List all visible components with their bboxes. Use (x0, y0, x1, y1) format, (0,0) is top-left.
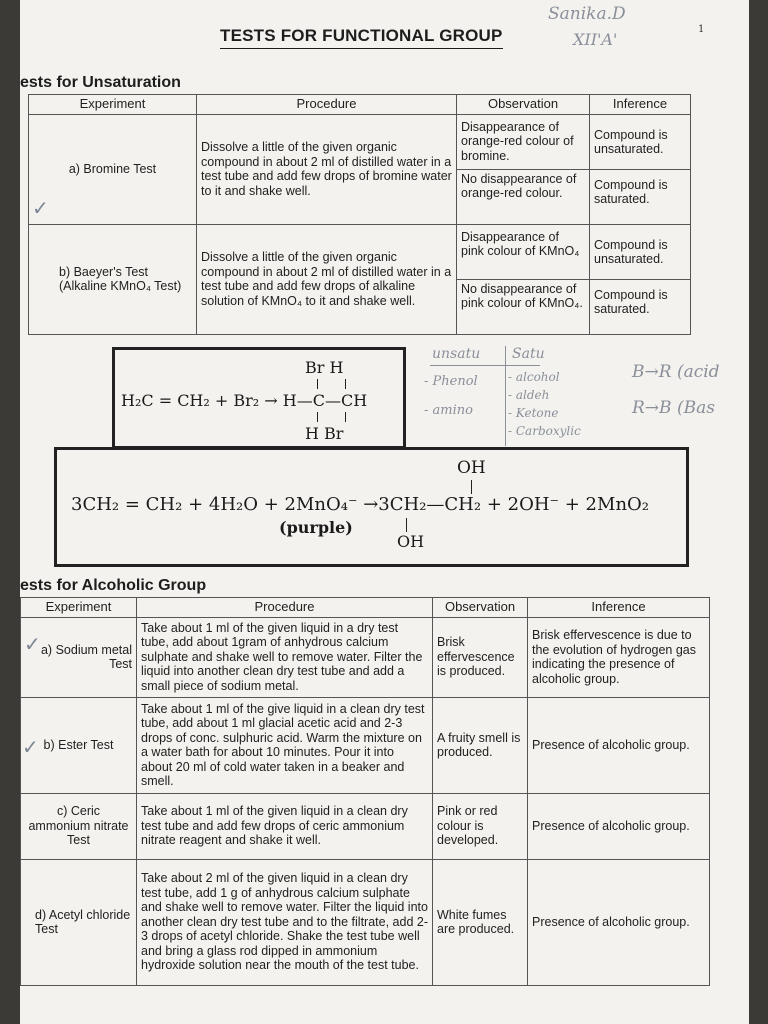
note-item: - amino (424, 403, 473, 418)
procedure-cell: Take about 1 ml of the given liquid in a dry test tube, add about 1gram of anhydrous calcium sulphate and shake well to remove water. Filter the liquid into another clean dry test tube and add a small piece of sodium metal. (137, 617, 433, 697)
table-row (21, 859, 710, 985)
note-item: - Ketone (508, 406, 559, 420)
section-title-alcoholic: ests for Alcoholic Group (20, 577, 207, 594)
header-procedure: Procedure (197, 95, 457, 115)
tick-mark-icon: ✓ (22, 735, 39, 759)
equation-top-substituents: Br H (305, 358, 344, 377)
inference-negative: Compound is saturated. (594, 287, 668, 316)
note-divider (505, 346, 506, 446)
experiment-cell: a) Bromine Test (29, 114, 197, 224)
header-inference: Inference (528, 598, 710, 618)
observation-positive: Disappearance of pink colour of KMnO₄ (457, 228, 589, 280)
experiment-cell: d) Acetyl chloride Test (21, 859, 137, 985)
page-number: 1 (698, 24, 705, 35)
table-row (21, 697, 710, 793)
equation-bottom-substituents: H Br (305, 424, 344, 443)
observation-positive: Disappearance of orange-red colour of bromine. (457, 118, 589, 170)
note-item: - Phenol (424, 374, 478, 389)
observation-cell: A fruity smell is produced. (433, 697, 528, 793)
worksheet-page (20, 0, 749, 1024)
inference-cell (590, 224, 691, 334)
experiment-cell: b) Baeyer's Test (Alkaline KMnO₄ Test) (29, 224, 197, 334)
experiment-cell: a) Sodium metal Test (21, 617, 137, 697)
observation-negative: No disappearance of pink colour of KMnO₄. (461, 281, 583, 310)
note-divider (430, 365, 540, 366)
header-observation: Observation (457, 95, 590, 115)
table-header-row (29, 95, 691, 115)
section-title-unsaturation: ests for Unsaturation (20, 74, 181, 91)
observation-cell (457, 114, 590, 224)
student-name-note: Sanika.D (548, 4, 626, 24)
inference-cell: Presence of alcoholic group. (528, 859, 710, 985)
bromine-equation-box (112, 347, 406, 449)
note-litmus-acid: B→R (acid (632, 362, 720, 382)
bond-line (317, 412, 318, 422)
observation-cell (457, 224, 590, 334)
procedure-cell: Take about 2 ml of the given liquid in a clean dry test tube, add 1 g of anhydrous calcium sulphate and shake well to remove water. Filter the liquid into another clean dry test tube and to the filtrate, add 2-3 drops of acetyl chloride. Shake the test tube well and bring a glass rod dipped in ammonium hydroxide solution near the mouth of the test tube. (137, 859, 433, 985)
experiment-cell: b) Ester Test (21, 697, 137, 793)
procedure-cell: Take about 1 ml of the give liquid in a clean dry test tube, add about 1 ml glacial acetic acid and 2-3 drops of conc. sulphuric acid. Warm the mixture on a water bath for about 10 minutes. Pour it into about 20 ml of cold water taken in a beaker and smell. (137, 697, 433, 793)
header-inference: Inference (590, 95, 691, 115)
alcoholic-table (20, 597, 710, 986)
experiment-cell: c) Ceric ammonium nitrate Test (21, 793, 137, 859)
header-experiment: Experiment (29, 95, 197, 115)
student-class-note: XII'A' (573, 30, 618, 49)
header-observation: Observation (433, 598, 528, 618)
equation-bottom-group: OH (397, 532, 425, 551)
inference-cell: Presence of alcoholic group. (528, 697, 710, 793)
note-item: - aldeh (508, 388, 550, 402)
table-header-row (21, 598, 710, 618)
note-unsat-header: unsatu (432, 346, 481, 362)
tick-mark-icon: ✓ (24, 632, 41, 656)
observation-cell: White fumes are produced. (433, 859, 528, 985)
procedure-cell: Dissolve a little of the given organic compound in about 2 ml of distilled water in a test tube and add few drops of alkaline solution of KMnO₄ to it and shake well. (197, 224, 457, 334)
inference-cell: Presence of alcoholic group. (528, 793, 710, 859)
bond-line (406, 518, 407, 532)
observation-cell: Pink or red colour is developed. (433, 793, 528, 859)
procedure-cell: Take about 1 ml of the given liquid in a clean dry test tube and add few drops of ceric ammonium nitrate reagent and shake it well. (137, 793, 433, 859)
inference-positive: Compound is unsaturated. (590, 230, 690, 280)
note-litmus-base: R→B (Bas (632, 398, 715, 418)
table-row (29, 224, 691, 334)
baeyer-equation-box (54, 447, 689, 567)
page-title: TESTS FOR FUNCTIONAL GROUP (220, 26, 503, 46)
bond-line (345, 412, 346, 422)
bromine-equation: H₂C = CH₂ + Br₂ → H—C—CH (121, 391, 368, 410)
equation-top-group: OH (457, 458, 486, 478)
header-procedure: Procedure (137, 598, 433, 618)
procedure-cell: Dissolve a little of the given organic compound in about 2 ml of distilled water in a test tube and add few drops of bromine water to it and shake well. (197, 114, 457, 224)
table-row (21, 617, 710, 697)
note-sat-header: Satu (512, 346, 545, 362)
inference-cell (590, 114, 691, 224)
note-item: - alcohol (508, 370, 560, 384)
bond-line (317, 379, 318, 389)
table-row (21, 793, 710, 859)
inference-negative: Compound is saturated. (594, 177, 668, 206)
baeyer-equation: 3CH₂ = CH₂ + 4H₂O + 2MnO₄⁻ →3CH₂—CH₂ + 2OH⁻ + 2MnO₂ (71, 494, 650, 515)
header-experiment: Experiment (21, 598, 137, 618)
inference-cell: Brisk effervescence is due to the evolution of hydrogen gas indicating the presence of alcoholic group. (528, 617, 710, 697)
note-item: - Carboxylic (508, 424, 581, 438)
inference-positive: Compound is unsaturated. (590, 120, 690, 170)
unsaturation-table (28, 94, 691, 335)
observation-cell: Brisk effervescence is produced. (433, 617, 528, 697)
permanganate-colour-label: (purple) (279, 518, 353, 537)
bond-line (471, 480, 472, 494)
bond-line (345, 379, 346, 389)
table-row (29, 114, 691, 224)
observation-negative: No disappearance of orange-red colour. (461, 171, 577, 200)
tick-mark-icon: ✓ (32, 196, 49, 220)
